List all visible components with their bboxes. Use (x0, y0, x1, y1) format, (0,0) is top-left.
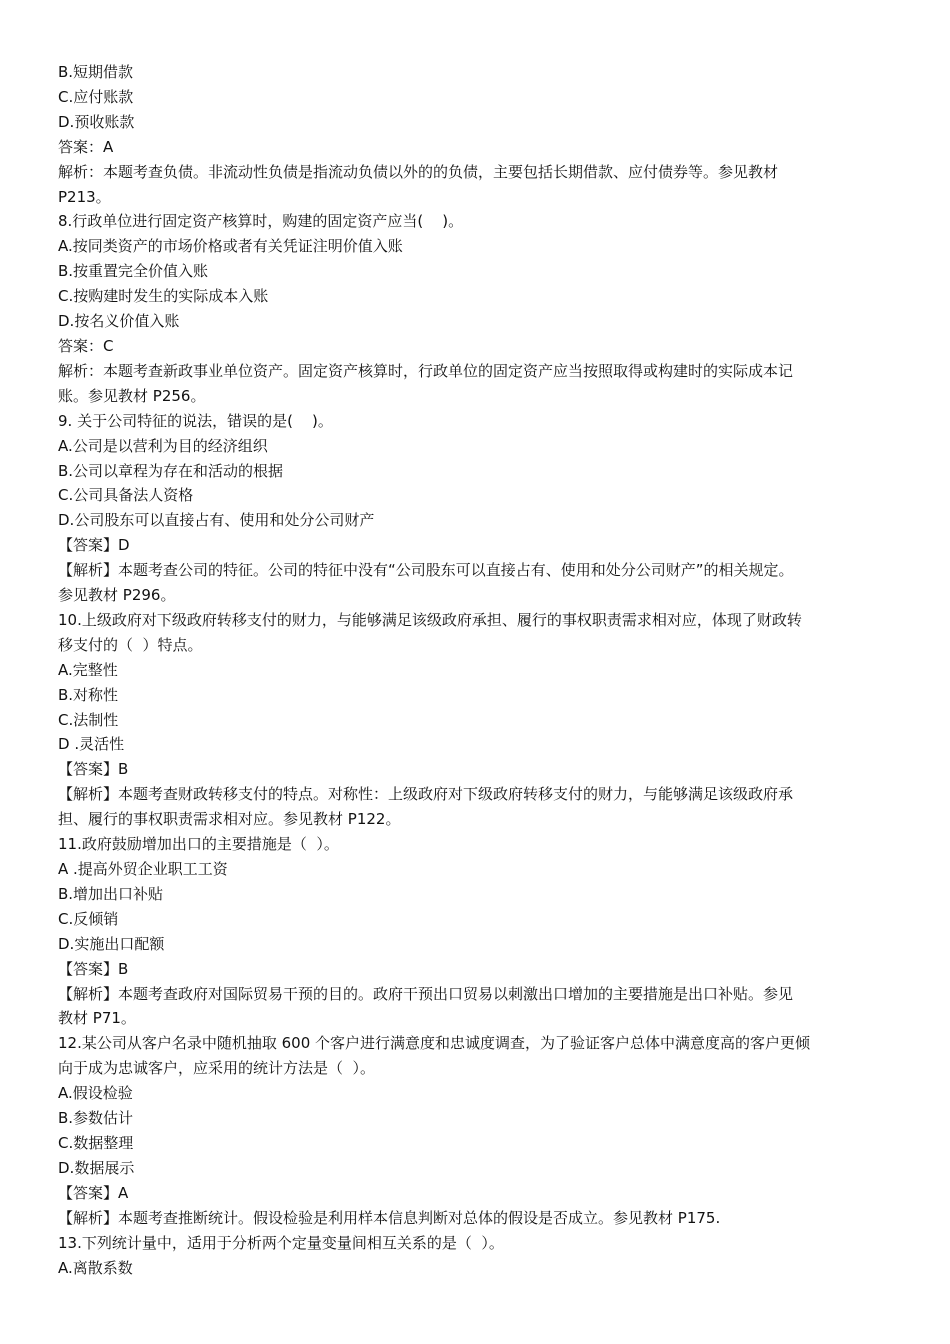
text-line: 解析：本题考查新政事业单位资产。固定资产核算时，行政单位的固定资产应当按照取得或构建时的实际成本记 (58, 361, 794, 380)
text-line: 参见教材 P296。 (58, 586, 176, 605)
text-line: 答案：A (58, 137, 114, 156)
text-line: 11.政府鼓励增加出口的主要措施是（ ）。 (58, 835, 339, 854)
text-line: 【解析】本题考查推断统计。假设检验是利用样本信息判断对总体的假设是否成立。参见教材 P175. (58, 1208, 721, 1227)
text-line: 移支付的（ ）特点。 (58, 635, 203, 654)
text-line: B.对称性 (58, 685, 119, 704)
text-line: C.法制性 (58, 710, 119, 729)
text-line: D.公司股东可以直接占有、使用和处分公司财产 (58, 511, 375, 530)
text-line: D .灵活性 (58, 735, 125, 754)
text-line: D.按名义价值入账 (58, 312, 180, 331)
text-line: B.参数估计 (58, 1109, 134, 1128)
text-line: 担、履行的事权职责需求相对应。参见教材 P122。 (58, 810, 401, 829)
text-line: A.假设检验 (58, 1084, 133, 1103)
text-line: A .提高外贸企业职工工资 (58, 860, 228, 878)
text-line: 答案：C (58, 336, 114, 355)
text-line: 账。参见教材 P256。 (58, 386, 206, 405)
text-line: B.按重置完全价值入账 (58, 262, 209, 281)
text-line: 8.行政单位进行固定资产核算时，购建的固定资产应当( )。 (58, 212, 464, 231)
document-body (58, 60, 898, 1280)
text-line: 12.某公司从客户名录中随机抽取 600 个客户进行满意度和忠诚度调查，为了验证客户总体中满意度高的客户更倾 (58, 1034, 811, 1053)
text-line: 【解析】本题考查财政转移支付的特点。对称性：上级政府对下级政府转移支付的财力，与能够满足该级政府承 (58, 785, 794, 804)
text-line: 【答案】B (58, 760, 129, 779)
text-line: A.离散系数 (58, 1258, 133, 1277)
text-line: B.短期借款 (58, 63, 134, 81)
text-line: A.完整性 (58, 660, 118, 679)
text-line: P213。 (58, 187, 111, 206)
text-line: C.应付账款 (58, 87, 134, 106)
text-line: 【答案】B (58, 959, 129, 978)
text-line: 【解析】本题考查公司的特征。公司的特征中没有“公司股东可以直接占有、使用和处分公司财产”的相关规定。 (58, 561, 794, 580)
text-line: 解析：本题考查负债。非流动性负债是指流动负债以外的的负债，主要包括长期借款、应付债券等。参见教材 (58, 162, 779, 181)
text-line: 13.下列统计量中，适用于分析两个定量变量间相互关系的是（ ）。 (58, 1233, 504, 1252)
text-line: A.公司是以营利为目的经济组织 (58, 436, 268, 455)
text-line: C.公司具备法人资格 (58, 486, 194, 505)
text-line: C.按购建时发生的实际成本入账 (58, 287, 269, 306)
text-line: C.反倾销 (58, 909, 119, 928)
text-line: 【答案】A (58, 1183, 129, 1202)
text-line: A.按同类资产的市场价格或者有关凭证注明价值入账 (58, 237, 403, 256)
text-line: 教材 P71。 (58, 1009, 136, 1028)
text-line: 10.上级政府对下级政府转移支付的财力，与能够满足该级政府承担、履行的事权职责需求相对应，体现了财政转 (58, 610, 802, 629)
text-line: 9. 关于公司特征的说法，错误的是( )。 (58, 411, 333, 430)
text-line: C.数据整理 (58, 1133, 134, 1152)
text-line: 【解析】本题考查政府对国际贸易干预的目的。政府干预出口贸易以刺激出口增加的主要措施是出口补贴。参见 (58, 984, 794, 1003)
text-line: 向于成为忠诚客户，应采用的统计方法是（ ）。 (58, 1059, 376, 1078)
text-line: D.预收账款 (58, 112, 135, 131)
text-line: D.数据展示 (58, 1158, 135, 1177)
text-line: 【答案】D (58, 536, 130, 555)
text-line: B.增加出口补贴 (58, 884, 164, 903)
text-line: D.实施出口配额 (58, 934, 165, 953)
text-line: B.公司以章程为存在和活动的根据 (58, 461, 284, 480)
